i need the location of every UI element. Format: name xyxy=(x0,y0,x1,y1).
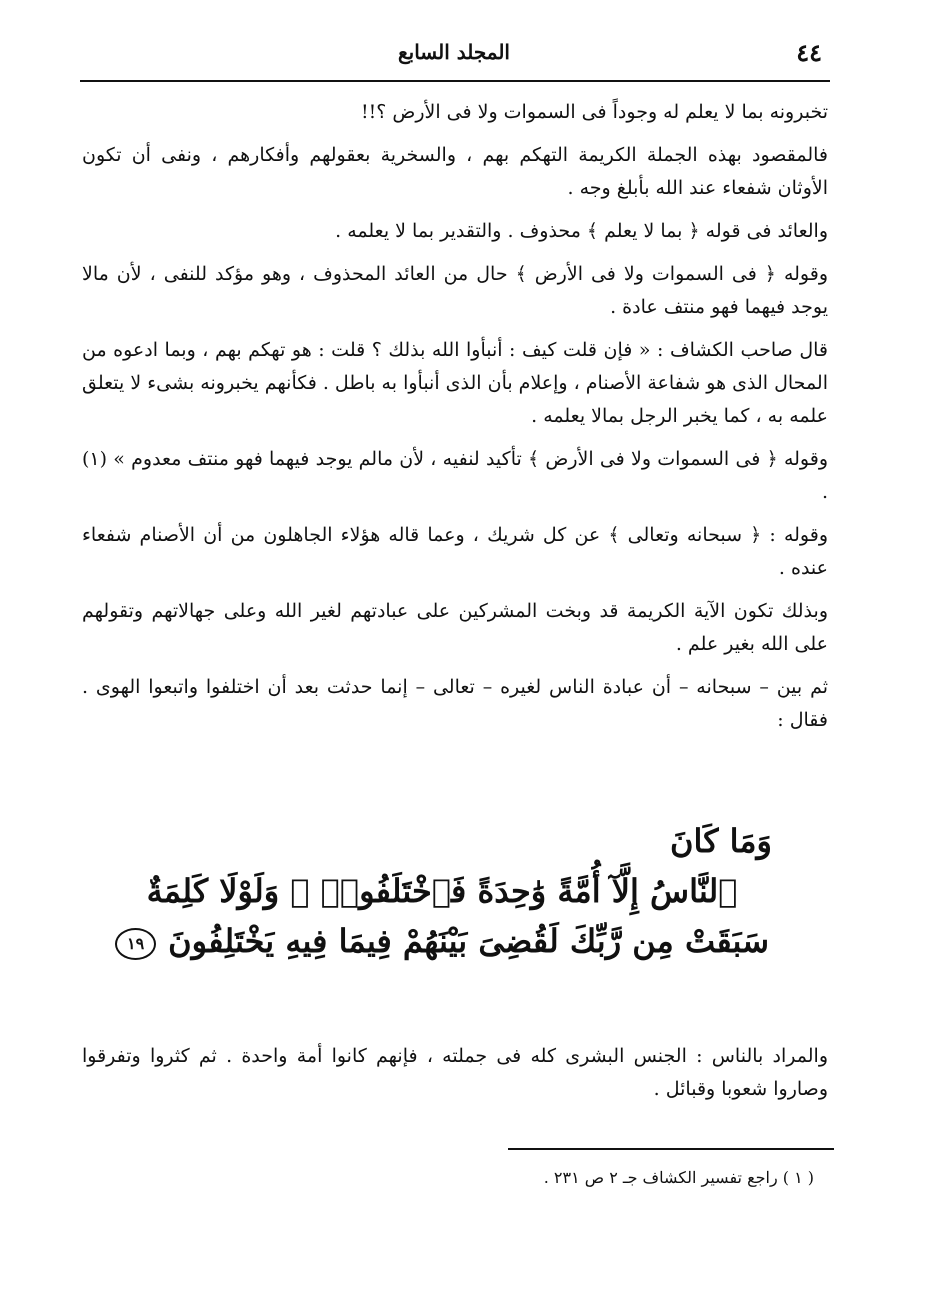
commentary-text xyxy=(82,1040,828,1106)
page-header xyxy=(82,36,826,80)
quran-verse xyxy=(112,816,772,966)
paragraph-1: تخبرونه بما لا يعلم له وجوداً فى السموات ولا فى الأرض ؟!! xyxy=(360,101,828,123)
paragraph-5: قال صاحب الكشاف : « فإن قلت كيف : أنبأوا الله بذلك ؟ قلت : هو تهكم بهم ، وبما ادعوه من المحال الذى هو شفاعة الأصنام ، وإعلام بأن الذى أنبأوا به باطل . فكأنهم يخبرونه بشىء لا يتعلق علمه به ، كما يخبر الرجل بمالا يعلمه . xyxy=(82,339,828,427)
paragraph-7: وقوله : ﴿ سبحانه وتعالى ﴾ عن كل شريك ، وعما قاله هؤلاء الجاهلون من أن الأصنام شفعاء عنده . xyxy=(82,524,828,579)
header-rule xyxy=(80,80,830,82)
page-number: ٤٤ xyxy=(796,38,822,67)
paragraph-9: ثم بين – سبحانه – أن عبادة الناس لغيره – تعالى – إنما حدثت بعد أن اختلفوا واتبعوا الهوى . فقال : xyxy=(82,676,828,731)
verse-line-1: وَمَا كَانَ xyxy=(670,822,772,860)
verse-line-3 xyxy=(112,916,772,966)
footnote-rule xyxy=(508,1148,834,1150)
running-title: المجلد السابع xyxy=(397,40,510,64)
paragraph-3: والعائد فى قوله ﴿ بما لا يعلم ﴾ محذوف . والتقدير بما لا يعلمه . xyxy=(335,220,828,242)
paragraph-2: فالمقصود بهذه الجملة الكريمة التهكم بهم ، والسخرية بعقولهم وأفكارهم ، ونفى أن تكون الأوثان شفعاء عند الله بأبلغ وجه . xyxy=(82,144,828,199)
verse-line-2: ٱلنَّاسُ إِلَّآ أُمَّةً وَٰحِدَةً فَٱخْتَلَفُوا۟ ۚ وَلَوْلَا كَلِمَةٌ xyxy=(146,872,738,910)
ayah-number-marker: ١٩ xyxy=(115,928,156,960)
commentary-paragraph: والمراد بالناس : الجنس البشرى كله فى جملته ، فإنهم كانوا أمة واحدة . ثم كثروا وتفرقوا وصاروا شعوبا وقبائل . xyxy=(82,1045,828,1100)
verse-line-3-text: سَبَقَتْ مِن رَّبِّكَ لَقُضِىَ بَيْنَهُمْ فِيمَا فِيهِ يَخْتَلِفُونَ xyxy=(168,922,770,960)
footnote: ( ١ ) راجع تفسير الكشاف جـ ٢ ص ٢٣١ . xyxy=(543,1168,814,1187)
paragraph-6: وقوله ﴿ فى السموات ولا فى الأرض ﴾ تأكيد لنفيه ، لأن مالم يوجد فيهما فهو منتف معدوم » (١) . xyxy=(82,448,828,503)
paragraph-8: وبذلك تكون الآية الكريمة قد وبخت المشركين على عبادتهم لغير الله وعلى جهالاتهم وتقولهم على الله بغير علم . xyxy=(82,600,828,655)
paragraph-4: وقوله ﴿ فى السموات ولا فى الأرض ﴾ حال من العائد المحذوف ، وهو مؤكد للنفى ، لأن مالا يوجد فيهما فهو منتف عادة . xyxy=(82,263,828,318)
body-text xyxy=(82,96,828,747)
